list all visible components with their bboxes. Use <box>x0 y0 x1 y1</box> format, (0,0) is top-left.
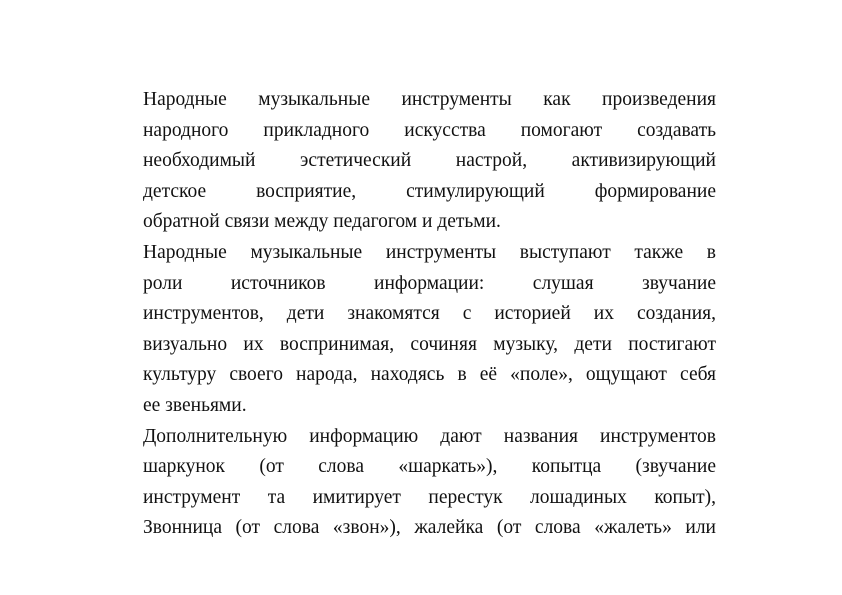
paragraph-2 <box>143 238 716 422</box>
text-line: инструмент та имитирует перестук лошадиных копыт), <box>143 486 716 508</box>
text-line: инструментов, дети знакомятся с историей их создания, <box>143 303 716 325</box>
paragraph-3 <box>143 422 716 544</box>
text-line: роли источников информации: слушая звучание <box>143 272 716 294</box>
text-line: необходимый эстетический настрой, активизирующий <box>143 150 716 172</box>
text-line: Народные музыкальные инструменты выступают также в <box>143 241 716 263</box>
text-line: Дополнительную информацию дают названия инструментов <box>143 425 716 447</box>
text-line: ее звеньями. <box>143 394 247 416</box>
text-line: народного прикладного искусства помогают создавать <box>143 119 716 141</box>
text-line: культуру своего народа, находясь в её «поле», ощущают себя <box>143 364 716 386</box>
document-body <box>143 85 716 544</box>
text-line: Звонница (от слова «звон»), жалейка (от слова «жалеть» или <box>143 517 716 539</box>
text-line: визуально их воспринимая, сочиняя музыку, дети постигают <box>143 333 716 355</box>
paragraph-1 <box>143 85 716 238</box>
text-line: Народные музыкальные инструменты как произведения <box>143 89 716 110</box>
text-line: обратной связи между педагогом и детьми. <box>143 211 501 233</box>
text-line: детское восприятие, стимулирующий формирование <box>143 180 716 202</box>
text-line: шаркунок (от слова «шаркать»), копытца (звучание <box>143 456 716 478</box>
